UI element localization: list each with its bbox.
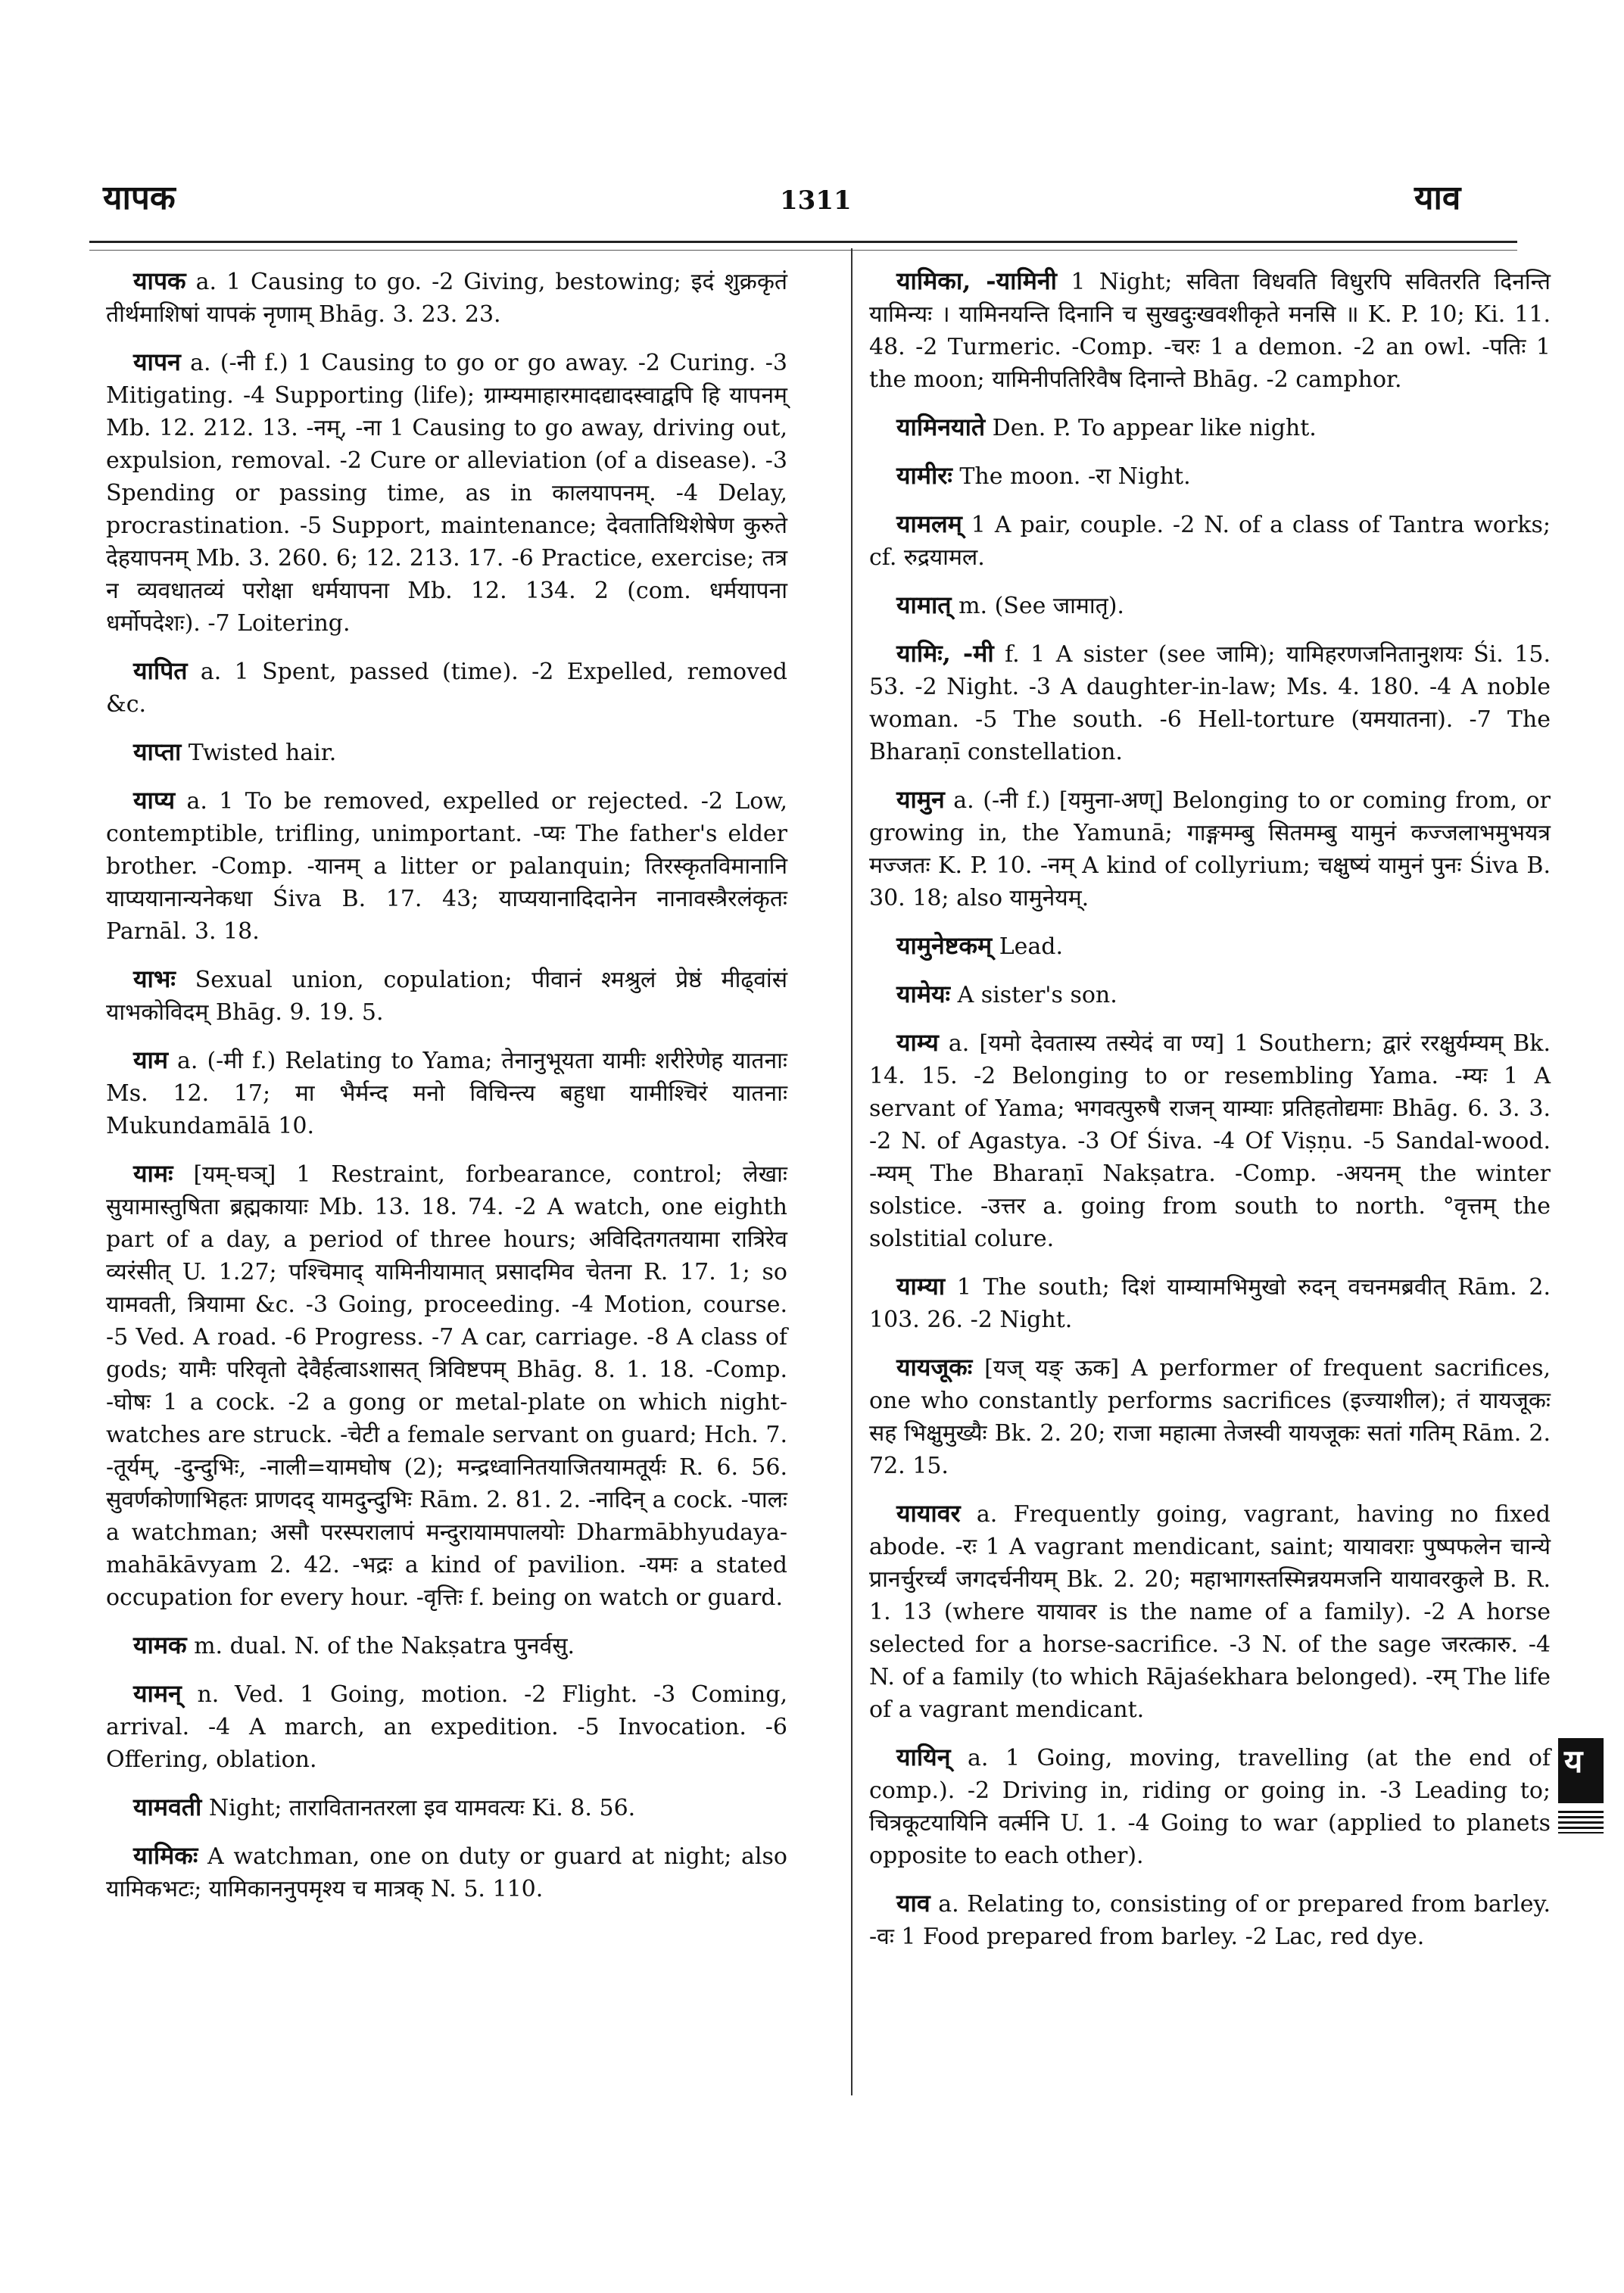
entry-headword: यामक [133,1631,187,1659]
entry-definition: [यम्-घञ्] 1 Restraint, forbearance, control; लेखाः सुयामास्तुषिता ब्रह्मकायाः Mb. 13. 18. 74. -2 A watch, one eighth part of a day, a period of three hours; अविदितगतयामा रात्रिरेव व्यरंसीत् U. 1.27; पश्चिमाद् यामिनीयामात् प्रसादमिव चेतना R. 17. 1; so यामवती, त्रियामा &c. -3 Going, proceeding. -4 Motion, course. -5 Ved. A road. -6 Progress. -7 A car, carriage. -8 A class of gods; यामैः परिवृतो देवैर्हत्वाऽशासत् त्रिविष्टपम् Bhāg. 8. 1. 18. -Comp. -घोषः 1 a cock. -2 a gong or metal-plate on which night-watches are struck. -चेटी a female servant on guard; Hch. 7. -तूर्यम्, -दुन्दुभिः, -नाली=यामघोष (2); मन्द्रध्वानितयाजितयामतूर्यः R. 6. 56. सुवर्णकोणाभिहतः प्राणदद् यामदुन्दुभिः Rām. 2. 81. 2. -नादिन् a cock. -पालः a watchman; असौ परस्परालापं मन्दुरायामपालयोः Dharmābhyudaya-mahākāvyam 2. 42. -भद्रः a kind of pavilion. -यमः a stated occupation for every hour. -वृत्तिः f. being on watch or guard. [106,1161,787,1611]
dictionary-entry [106,1044,787,1142]
running-head-left: यापक [103,179,176,217]
entry-headword: याम्या [896,1272,946,1301]
entry-headword: यामिः, -मी [896,639,994,668]
entry-definition: m. dual. N. of the Nakṣatra पुनर्वसु. [194,1633,575,1659]
dictionary-entry [106,655,787,721]
dictionary-entry [869,930,1551,963]
entry-headword: याव [896,1889,930,1918]
header-rule [89,241,1517,243]
dictionary-entry [106,1791,787,1824]
entry-definition: a. [यमो देवतास्य तस्येदं वा ण्य] 1 Southern; द्वारं ररक्षुर्यम्यम् Bk. 14. 15. -2 Belonging to or resembling Yama. -म्यः 1 A servant of Yama; भगवत्पुरुषै राजन् याम्याः प्रतिहतोद्यमाः Bhāg. 6. 3. 3. -2 N. of Agastya. -3 Of Śiva. -4 Of Viṣṇu. -5 Sandal-wood. -म्यम् The Bharaṇī Nakṣatra. -Comp. -अयनम् the winter solstice. -उत्तर a. going from south to north. °वृत्तम् the solstitial colure. [869,1030,1551,1252]
entry-definition: a. (-नी f.) [यमुना-अण्] Belonging to or coming from, or growing in, the Yamunā; गाङ्गमम्बु सितमम्बु यामुनं कज्जलाभमुभयत्र मज्जतः K. P. 10. -नम् A kind of collyrium; चक्षुष्यं यामुनं पुनः Śiva B. 30. 18; also यामुनेयम्. [869,787,1551,911]
entry-definition: Den. P. To appear like night. [992,415,1317,441]
entry-definition: Sexual union, copulation; पीवानं श्मश्रुलं प्रेष्ठं मीढ्वांसं याभकोविदम् Bhāg. 9. 19. 5. [106,967,787,1026]
entry-definition: The moon. -रा Night. [959,463,1191,490]
entry-definition: [यज् यङ् ऊक] A performer of frequent sacrifices, one who constantly performs sacrifices (इज्याशील); तं यायजूकः सह भिक्षुमुख्यैः Bk. 2. 20; राजा महात्मा तेजस्वी यायजूकः सतां गतिम् Rām. 2. 72. 15. [869,1355,1551,1479]
entry-headword: यामः [133,1159,173,1188]
entry-headword: यापित [133,656,188,685]
entry-definition: A watchman, one on duty or guard at night; also यामिकभटः; यामिकाननुपमृश्य च मात्रक् N. 5. 110. [106,1843,787,1902]
entry-headword: याभः [133,964,176,993]
dictionary-entry [106,265,787,331]
entry-headword: याम [133,1045,168,1074]
entry-headword: यामिकः [133,1841,198,1870]
entry-definition: 1 The south; दिशं याम्यामभिमुखो रुदन् वचनमब्रवीत् Rām. 2. 103. 26. -2 Night. [869,1274,1551,1333]
dictionary-entry [106,1678,787,1776]
entry-definition: a. 1 To be removed, expelled or rejected. -2 Low, contemptible, trifling, unimportant. -प्यः The father's elder brother. -Comp. -यानम् a litter or palanquin; तिरस्कृतविमानानि याप्ययानान्यनेकधा Śiva B. 17. 43; याप्ययानादिदानेन नानावस्त्रैरलंकृतः Parnāl. 3. 18. [106,788,787,945]
thumb-index-letter: य [1564,1743,1583,1780]
dictionary-entry [869,1027,1551,1255]
dictionary-entry [869,978,1551,1011]
entry-definition: Lead. [999,933,1064,960]
dictionary-entry [869,411,1551,444]
dictionary-entry [869,589,1551,622]
running-head-right: याव [1414,179,1461,217]
entry-headword: याप्ता [133,737,182,766]
entry-definition: a. 1 Spent, passed (time). -2 Expelled, removed &c. [106,659,787,718]
entry-headword: यायजूकः [896,1353,973,1382]
dictionary-entry [106,1629,787,1662]
entry-definition: Twisted hair. [188,740,337,766]
entry-headword: याप्य [133,786,176,815]
entry-headword: यामात् [896,590,952,619]
entry-definition: a. Frequently going, vagrant, having no fixed abode. -रः 1 A vagrant mendicant, saint; यायावराः पुष्पफलेन चान्ये प्रानर्चुरर्च्यं जगदर्चनीयम् Bk. 2. 20; महाभागस्तस्मिन्नयमजनि यायावरकुले B. R. 1. 13 (where यायावर is the name of a family). -2 A horse selected for a horse-sacrifice. -3 N. of the sage जरत्कारु. -4 N. of a family (to which Rājaśekhara belonged). -रम् The life of a vagrant mendicant. [869,1501,1551,1723]
dictionary-entry [106,346,787,640]
entry-headword: यामन् [133,1679,182,1708]
dictionary-entry [106,963,787,1029]
entry-headword: यामीरः [896,461,952,490]
dictionary-entry [869,1741,1551,1872]
dictionary-entry [869,1497,1551,1726]
header-rule-thin [89,250,1517,251]
entry-headword: यामिनयाते [896,413,986,441]
entry-definition: a. 1 Going, moving, travelling (at the end of comp.). -2 Driving in, riding or going in. -3 Leading to; चित्रकूटयायिनि वर्त्मनि U. 1. -4 Going to war (applied to planets opposite to each other). [869,1745,1551,1869]
entry-headword: यापन [133,347,181,376]
entry-headword: यामुन [896,785,945,814]
dictionary-entry [869,784,1551,914]
entry-headword: यायावर [896,1499,961,1528]
entry-headword: यापक [133,266,186,295]
entry-definition: Night; तारावितानतरला इव यामवत्यः Ki. 8. 56. [208,1795,636,1821]
dictionary-entry [106,1157,787,1614]
entry-definition: 1 Night; सविता विधवति विधुरपि सवितरति दिनन्ति यामिन्यः । यामिनयन्ति दिनानि च सुखदुःखवशीकृते मनसि ॥ K. P. 10; Ki. 11. 48. -2 Turmeric. -Comp. -चरः 1 a demon. -2 an owl. -पतिः 1 the moon; यामिनीपतिरिवैष दिनान्ते Bhāg. -2 camphor. [869,269,1551,393]
left-column [106,265,787,1921]
dictionary-entry [106,736,787,769]
page-number: 1311 [780,185,852,216]
entry-definition: a. (-मी f.) Relating to Yama; तेनानुभूयता यामीः शरीरेणेह यातनाः Ms. 12. 17; मा भैर्मन्द मनो विचिन्त्य बहुधा यामीश्चिरं यातनाः Mukundamālā 10. [106,1048,787,1139]
entry-headword: यामुनेष्टकम् [896,931,993,960]
dictionary-entry [869,637,1551,768]
entry-definition: a. (-नी f.) 1 Causing to go or go away. -2 Curing. -3 Mitigating. -4 Supporting (life); ग्राम्यमाहारमादद्यादस्वाद्वपि हि यापनम् Mb. 12. 212. 13. -नम्, -ना 1 Causing to go away, driving out, expulsion, removal. -2 Cure or alleviation (of a disease). -3 Spending or passing time, as in कालयापनम्. -4 Delay, procrastination. -5 Support, maintenance; देवतातिथिशेषेण कुरुते देहयापनम् Mb. 3. 260. 6; 12. 213. 17. -6 Practice, exercise; तत्र न व्यवधातव्यं परोक्षा धर्मयापना Mb. 12. 134. 2 (com. धर्मयापना धर्मोपदेशः). -7 Loitering. [106,350,787,637]
dictionary-entry [869,1270,1551,1336]
entry-definition: f. 1 A sister (see जामि); यामिहरणजनितानुशयः Śi. 15. 53. -2 Night. -3 A daughter-in-law; Ms. 4. 180. -4 A noble woman. -5 The south. -6 Hell-torture (यमयातना). -7 The Bharaṇī constellation. [869,641,1551,765]
entry-headword: यामिका, -यामिनी [896,266,1057,295]
dictionary-entry [869,460,1551,493]
dictionary-entry [869,508,1551,574]
column-divider [851,248,853,2095]
entry-headword: यायिन् [896,1743,951,1771]
entry-definition: m. (See जामातृ). [959,593,1124,619]
entry-definition: 1 A pair, couple. -2 N. of a class of Tantra works; cf. रुद्रयामल. [869,512,1551,571]
right-column [869,265,1551,1968]
dictionary-entry [869,1351,1551,1482]
entry-definition: a. Relating to, consisting of or prepared from barley. -वः 1 Food prepared from barley. -2 Lac, red dye. [869,1891,1551,1950]
entry-definition: n. Ved. 1 Going, motion. -2 Flight. -3 Coming, arrival. -4 A march, an expedition. -5 Invocation. -6 Offering, oblation. [106,1681,787,1773]
entry-definition: A sister's son. [957,982,1117,1008]
entry-headword: यामलम् [896,509,962,538]
dictionary-entry [869,1887,1551,1953]
entry-headword: याम्य [896,1028,939,1057]
thumb-index-lines [1558,1811,1604,1833]
dictionary-entry [869,265,1551,396]
entry-headword: यामेयः [896,980,951,1008]
entry-headword: यामवती [133,1793,202,1821]
entry-definition: a. 1 Causing to go. -2 Giving, bestowing; इदं शुक्रकृतं तीर्थमाशिषां यापकं नृणाम् Bhāg. 3. 23. 23. [106,269,787,328]
dictionary-entry [106,784,787,948]
dictionary-entry [106,1840,787,1905]
